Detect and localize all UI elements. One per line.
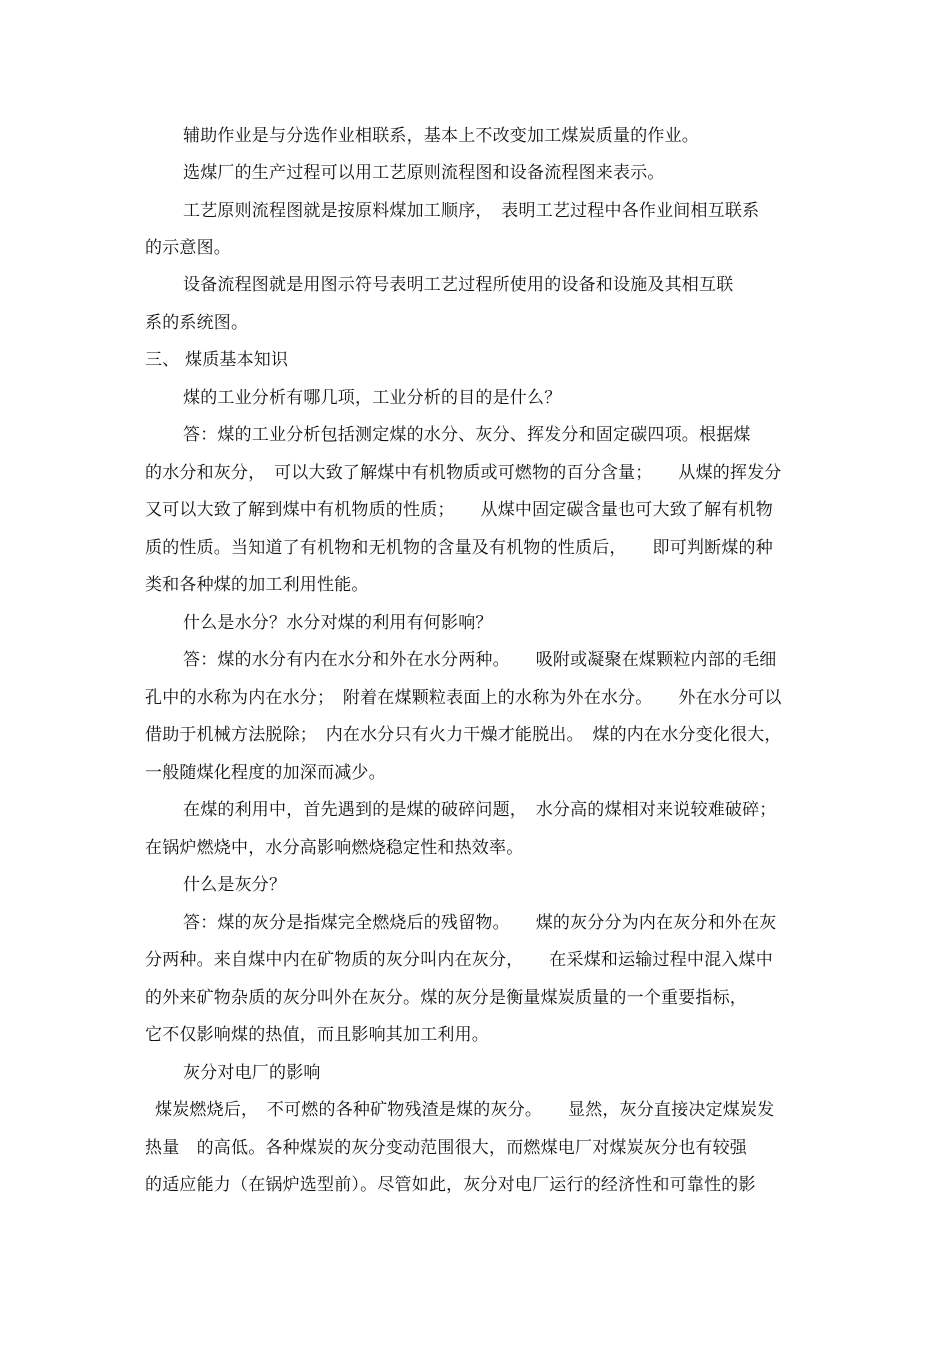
text-line: 答：煤的水分有内在水分和外在水分两种。 吸附或凝聚在煤颗粒内部的毛细 — [183, 650, 777, 670]
question: 什么是灰分？ — [183, 875, 287, 895]
text-line: 辅助作业是与分选作业相联系，基本上不改变加工煤炭质量的作业。 — [183, 126, 699, 146]
text-line: 煤炭燃烧后， 不可燃的各种矿物残渣是煤的灰分。 显然，灰分直接决定煤炭发 — [155, 1100, 775, 1120]
text-line: 的示意图。 — [145, 238, 231, 258]
text-line: 热量 的高低。各种煤炭的灰分变动范围很大，而燃煤电厂对煤炭灰分也有较强 — [145, 1138, 747, 1158]
text-line: 的适应能力（在锅炉选型前）。尽管如此，灰分对电厂运行的经济性和可靠性的影 — [145, 1175, 756, 1195]
text-line: 又可以大致了解到煤中有机物质的性质； 从煤中固定碳含量也可大致了解有机物 — [145, 500, 773, 520]
text-line: 选煤厂的生产过程可以用工艺原则流程图和设备流程图来表示。 — [183, 163, 665, 183]
text-line: 借助于机械方法脱除； 内在水分只有火力干燥才能脱出。 煤的内在水分变化很大， — [145, 725, 782, 745]
text-line: 的水分和灰分， 可以大致了解煤中有机物质或可燃物的百分含量； 从煤的挥发分 — [145, 463, 782, 483]
subheading: 灰分对电厂的影响 — [183, 1063, 321, 1083]
text-line: 孔中的水称为内在水分； 附着在煤颗粒表面上的水称为外在水分。 外在水分可以 — [145, 688, 782, 708]
question: 什么是水分？水分对煤的利用有何影响？ — [183, 613, 493, 633]
text-line: 在煤的利用中，首先遇到的是煤的破碎问题， 水分高的煤相对来说较难破碎； — [183, 800, 777, 820]
text-line: 它不仅影响煤的热值，而且影响其加工利用。 — [145, 1025, 489, 1045]
text-line: 设备流程图就是用图示符号表明工艺过程所使用的设备和设施及其相互联 — [183, 275, 734, 295]
text-line: 质的性质。当知道了有机物和无机物的含量及有机物的性质后， 即可判断煤的种 — [145, 538, 773, 558]
section-heading: 三、 煤质基本知识 — [145, 350, 289, 370]
question: 煤的工业分析有哪几项，工业分析的目的是什么？ — [183, 388, 562, 408]
text-line: 工艺原则流程图就是按原料煤加工顺序， 表明工艺过程中各作业间相互联系 — [183, 201, 760, 221]
text-line: 分两种。来自煤中内在矿物质的灰分叫内在灰分， 在采煤和运输过程中混入煤中 — [145, 950, 773, 970]
text-line: 答：煤的灰分是指煤完全燃烧后的残留物。 煤的灰分分为内在灰分和外在灰 — [183, 913, 777, 933]
text-line: 的外来矿物杂质的灰分叫外在灰分。煤的灰分是衡量煤炭质量的一个重要指标， — [145, 988, 747, 1008]
text-line: 答：煤的工业分析包括测定煤的水分、灰分、挥发分和固定碳四项。根据煤 — [183, 425, 751, 445]
text-line: 一般随煤化程度的加深而减少。 — [145, 763, 386, 783]
text-line: 系的系统图。 — [145, 313, 249, 333]
text-line: 在锅炉燃烧中，水分高影响燃烧稳定性和热效率。 — [145, 838, 524, 858]
text-line: 类和各种煤的加工利用性能。 — [145, 575, 369, 595]
